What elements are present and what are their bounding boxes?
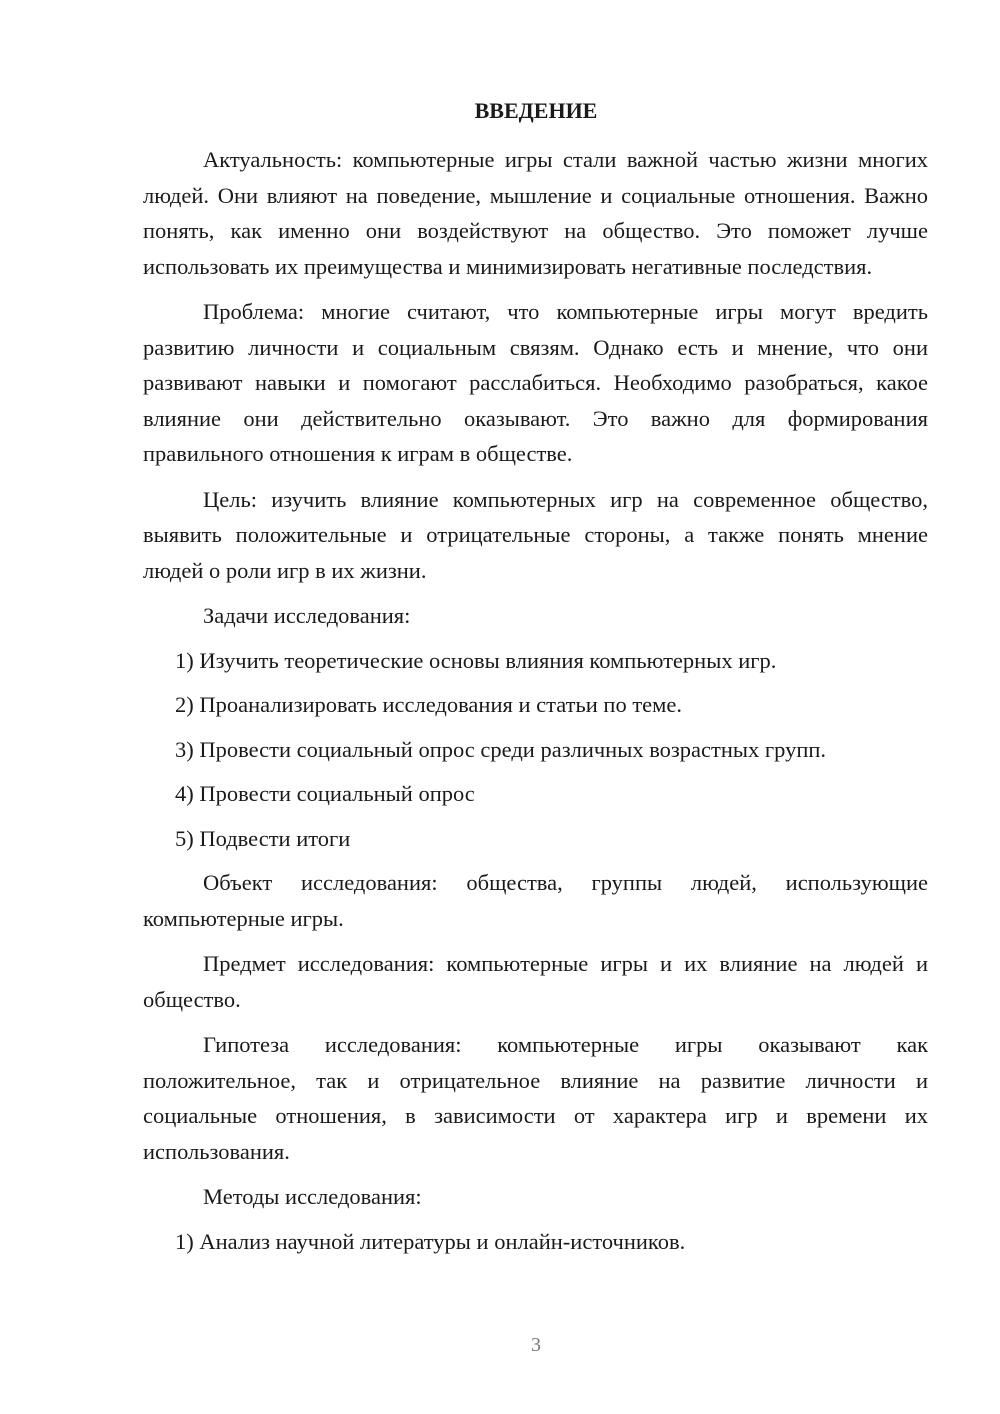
methods-list <box>143 1224 928 1260</box>
relevance-paragraph: Актуальность: компьютерные игры стали важной частью жизни многих людей. Они влияют на поведение, мышление и социальные отношения. Важно понять, как именно они воздействуют на общество. Это поможет лучше использовать их преимущества и минимизировать негативные последствия. <box>143 147 928 279</box>
list-item: 5) Подвести итоги <box>175 825 351 851</box>
goal-paragraph: Цель: изучить влияние компьютерных игр на современное общество, выявить положительные и отрицательные стороны, а также понять мнение людей о роли игр в их жизни. <box>143 486 928 583</box>
subject-paragraph: Предмет исследования: компьютерные игры и их влияние на людей и общество. <box>143 951 928 1012</box>
list-item: 2) Проанализировать исследования и статьи по теме. <box>175 692 682 717</box>
page-title: ВВЕДЕНИЕ <box>474 98 598 123</box>
methods-heading: Методы исследования: <box>203 1184 422 1209</box>
page-number: 3 <box>531 1334 541 1356</box>
tasks-heading: Задачи исследования: <box>203 603 411 628</box>
list-item: 1) Анализ научной литературы и онлайн-источников. <box>175 1228 686 1254</box>
list-item: 3) Провести социальный опрос среди различных возрастных групп. <box>175 736 827 762</box>
tasks-list <box>143 643 928 857</box>
hypothesis-paragraph: Гипотеза исследования: компьютерные игры оказывают как положительное, так и отрицательное влияние на развитие личности и социальные отношения, в зависимости от характера игр и времени их использования. <box>143 1032 928 1164</box>
list-item: 4) Провести социальный опрос <box>175 781 475 806</box>
problem-paragraph: Проблема: многие считают, что компьютерные игры могут вредить развитию личности и социальным связям. Однако есть и мнение, что они развивают навыки и помогают расслабиться. Необходимо разобраться, какое влияние они действительно оказывают. Это важно для формирования правильного отношения к играм в обществе. <box>143 299 928 466</box>
object-paragraph: Объект исследования: общества, группы людей, использующие компьютерные игры. <box>143 870 928 931</box>
list-item: 1) Изучить теоретические основы влияния компьютерных игр. <box>175 647 777 673</box>
document-body <box>143 142 928 1268</box>
